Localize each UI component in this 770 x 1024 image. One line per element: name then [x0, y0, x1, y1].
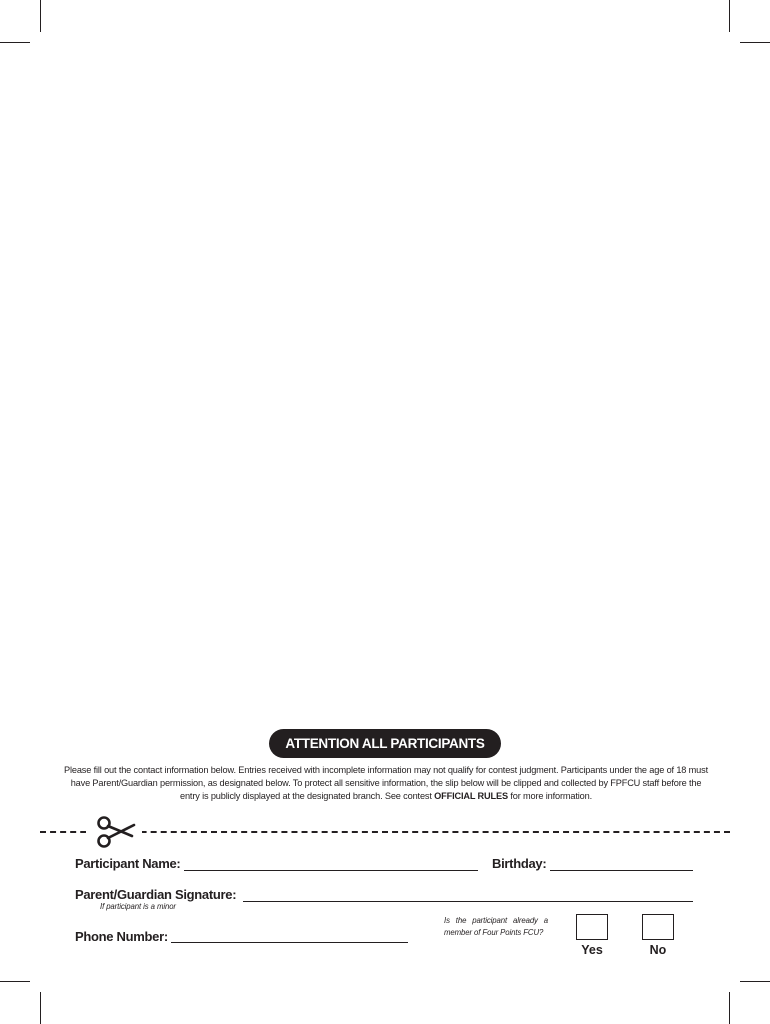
- attention-heading: ATTENTION ALL PARTICIPANTS: [269, 729, 501, 758]
- intro-text: Please fill out the contact information below. Entries received with incomplete information may not qualify for contest judgment. Participants under the age of 18 must have Parent/Guardian permission, as designated below. To protect all sensitive information, the slip below will be clipped and collected by FPFCU staff before the entry is publicly displayed at the designated branch. See contest: [64, 765, 708, 801]
- member-question: Is the participant already a member of Four Points FCU?: [444, 916, 548, 937]
- minor-note: If participant is a minor: [100, 902, 176, 911]
- crop-mark: [40, 992, 41, 1024]
- no-checkbox[interactable]: [642, 914, 674, 940]
- crop-mark: [740, 981, 770, 982]
- participant-name-field[interactable]: [184, 870, 478, 871]
- crop-mark: [740, 42, 770, 43]
- guardian-signature-label: Parent/Guardian Signature:: [75, 887, 237, 902]
- birthday-field[interactable]: [550, 870, 693, 871]
- birthday-label: Birthday:: [492, 856, 547, 871]
- cut-line: [40, 831, 730, 833]
- scissors-icon: [86, 812, 142, 852]
- crop-mark: [729, 0, 730, 32]
- intro-suffix: for more information.: [510, 791, 592, 801]
- official-rules-link[interactable]: OFFICIAL RULES: [434, 791, 508, 801]
- crop-mark: [729, 992, 730, 1024]
- intro-paragraph: [62, 764, 710, 803]
- guardian-signature-field[interactable]: [243, 901, 693, 902]
- crop-mark: [0, 42, 30, 43]
- phone-number-label: Phone Number:: [75, 929, 168, 944]
- participant-name-label: Participant Name:: [75, 856, 181, 871]
- no-label: No: [649, 943, 667, 957]
- yes-label: Yes: [581, 943, 603, 957]
- crop-mark: [40, 0, 41, 32]
- yes-checkbox[interactable]: [576, 914, 608, 940]
- crop-mark: [0, 981, 30, 982]
- phone-number-field[interactable]: [171, 942, 408, 943]
